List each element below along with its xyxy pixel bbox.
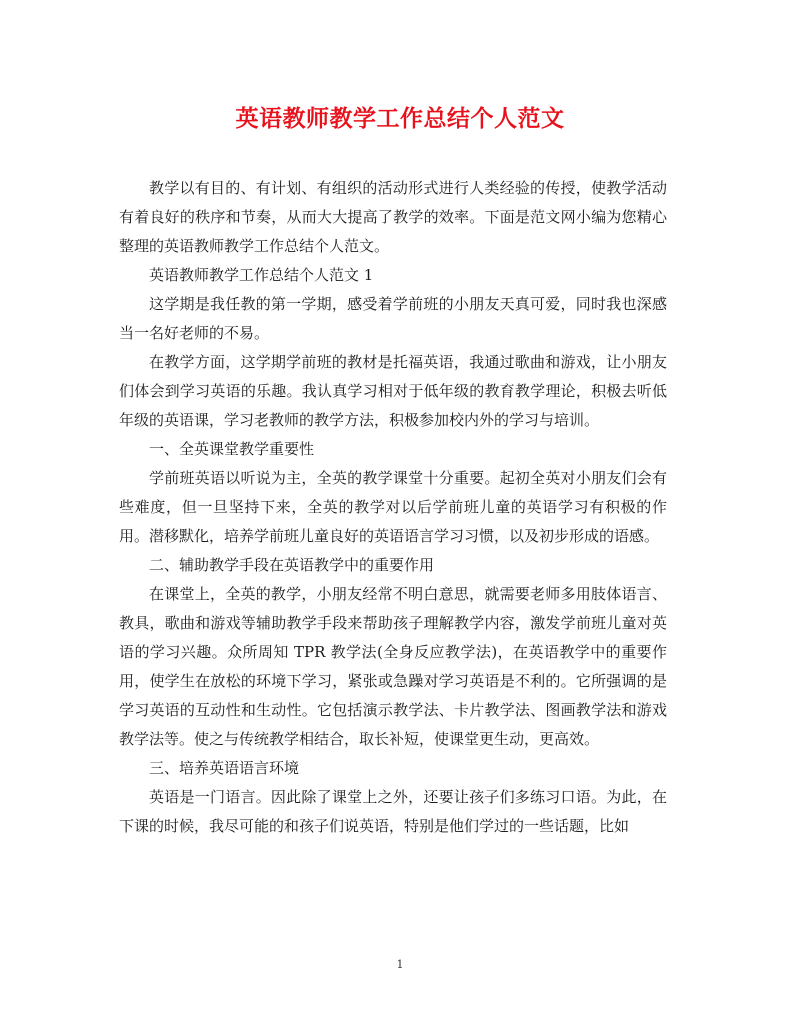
page-number: 1 — [396, 958, 404, 971]
body-paragraph: 这学期是我任教的第一学期，感受着学前班的小朋友天真可爱，同时我也深感当一名好老师的不易。 — [119, 295, 667, 342]
body-paragraph: 在教学方面，这学期学前班的教材是托福英语，我通过歌曲和游戏，让小朋友们体会到学习英语的乐趣。我认真学习相对于低年级的教育教学理论，积极去听低年级的英语课，学习老教师的教学方法，积极参加校内外的学习与培训。 — [119, 353, 667, 429]
intro-paragraph: 教学以有目的、有计划、有组织的活动形式进行人类经验的传授，使教学活动有着良好的秩序和节奏，从而大大提高了教学的效率。下面是范文网小编为您精心整理的英语教师教学工作总结个人范文。 — [119, 179, 667, 255]
body-paragraph: 在课堂上，全英的教学，小朋友经常不明白意思，就需要老师多用肢体语言、教具，歌曲和游戏等辅助教学手段来帮助孩子理解教学内容，激发学前班儿童对英语的学习兴趣。众所周知 TPR 教学法(全身反应教学法)，在英语教学中的重要作用，使学生在放松的环境下学习，紧张或急躁对学习英语是不利的。它所强调的是学习英语的互动性和生动性。它包括演示教学法、卡片教学法、图画教学法和游戏教学法等。使之与传统教学相结合，取长补短，使课堂更生动，更高效。 — [119, 585, 667, 748]
document-body — [119, 174, 667, 841]
subheading-two: 二、辅助教学手段在英语教学中的重要作用 — [149, 556, 435, 574]
document-title: 英语教师教学工作总结个人范文 — [235, 105, 565, 132]
subheading-one: 一、全英课堂教学重要性 — [149, 440, 315, 458]
section-heading-sample-1: 英语教师教学工作总结个人范文 1 — [149, 266, 374, 284]
body-paragraph: 英语是一门语言。因此除了课堂上之外，还要让孩子们多练习口语。为此，在下课的时候，我尽可能的和孩子们说英语，特别是他们学过的一些话题，比如 — [119, 788, 667, 835]
subheading-three: 三、培养英语语言环境 — [149, 759, 300, 777]
body-paragraph: 学前班英语以听说为主，全英的教学课堂十分重要。起初全英对小朋友们会有些难度，但一旦坚持下来，全英的教学对以后学前班儿童的英语学习有积极的作用。潜移默化，培养学前班儿童良好的英语语言学习习惯，以及初步形成的语感。 — [119, 469, 667, 545]
